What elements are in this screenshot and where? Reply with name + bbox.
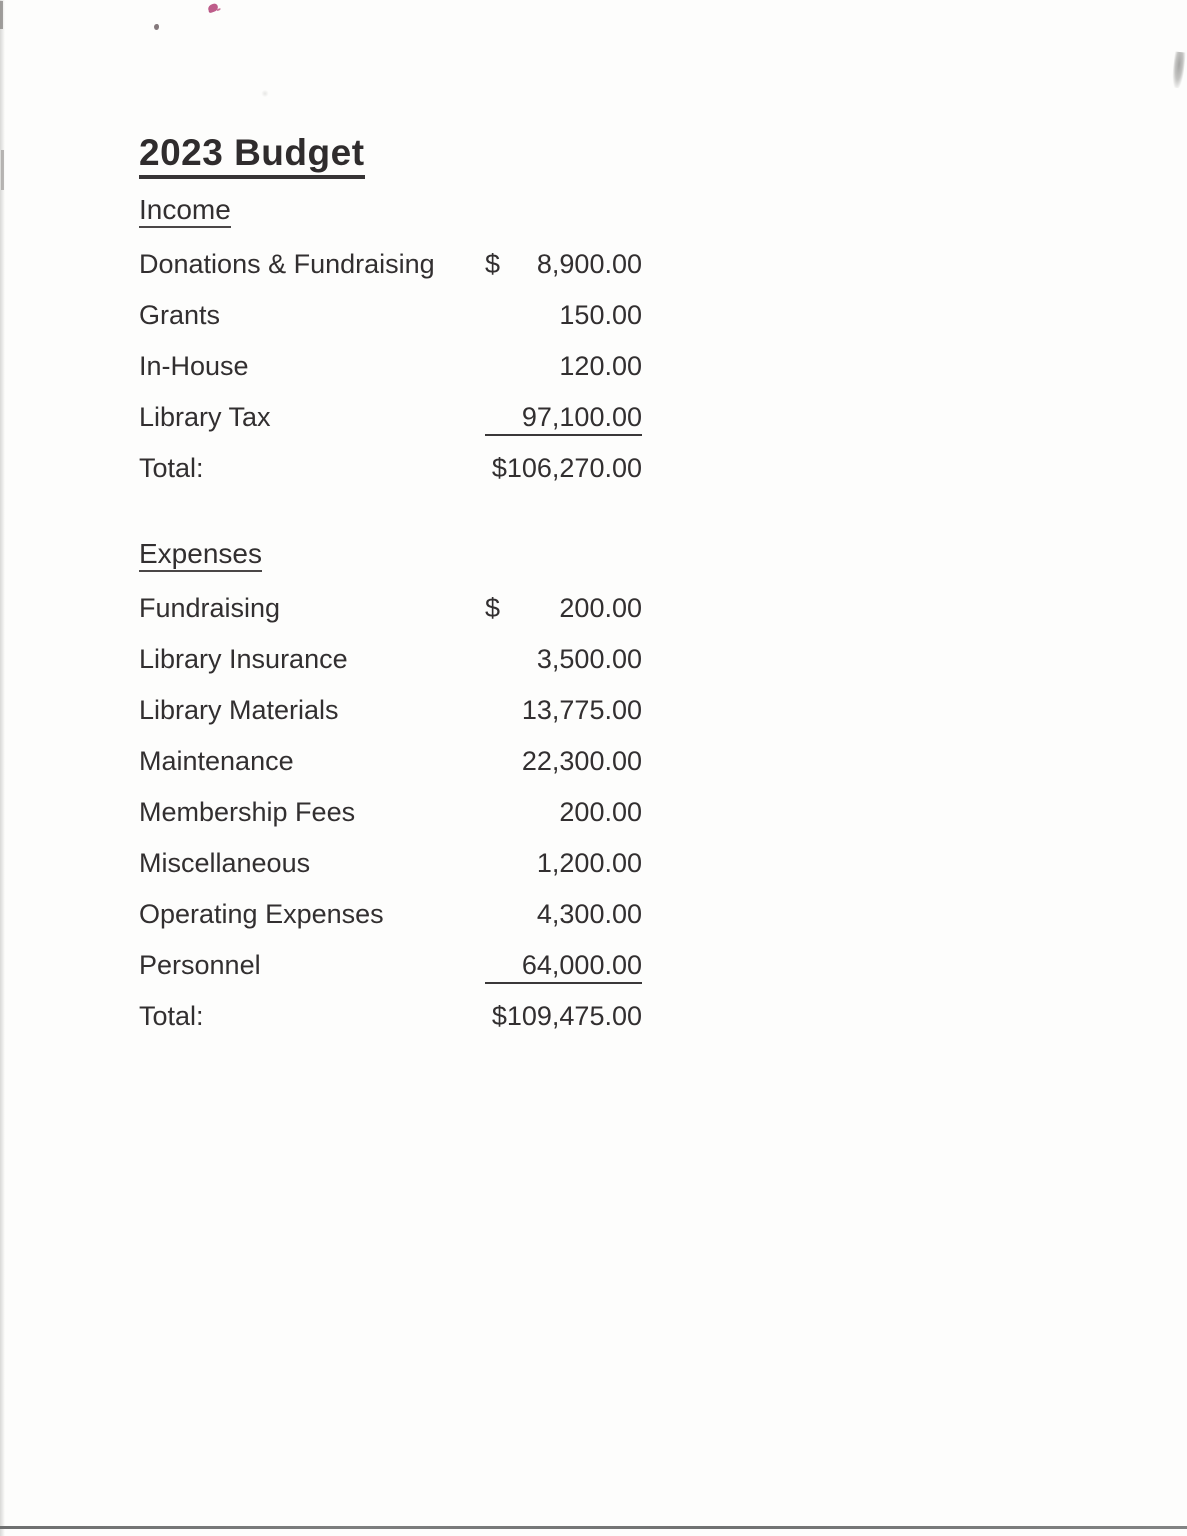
income-total-amount [485, 452, 642, 484]
budget-row [139, 643, 642, 677]
expenses-total-amount [485, 1000, 642, 1032]
expenses-rows [139, 592, 642, 1034]
row-amount [485, 299, 642, 331]
budget-row [139, 796, 642, 830]
budget-row [139, 401, 642, 435]
row-amount-value: 13,775.00 [521, 695, 642, 725]
row-amount-value: 4,300.00 [536, 899, 642, 929]
scan-edge-mark [1, 150, 4, 190]
row-label: Library Tax [139, 402, 271, 432]
total-label: Total: [139, 1001, 204, 1031]
row-amount [485, 592, 642, 624]
row-amount-value: 200.00 [559, 593, 642, 623]
budget-row [139, 847, 642, 881]
page-title: 2023 Budget [139, 132, 365, 179]
row-label: Library Materials [139, 695, 339, 725]
total-amount-value: $106,270.00 [491, 453, 642, 483]
pink-ink-speck [207, 3, 219, 13]
budget-row [139, 898, 642, 932]
row-amount [485, 745, 642, 777]
budget-row [139, 299, 642, 333]
row-label: Membership Fees [139, 797, 356, 827]
income-section [139, 194, 642, 486]
currency-symbol: $ [485, 593, 501, 623]
row-amount [485, 350, 642, 382]
row-label: Fundraising [139, 593, 281, 623]
budget-row [139, 248, 642, 282]
expenses-total-row [139, 1000, 642, 1034]
expenses-section [139, 538, 642, 1034]
scan-smudge [1171, 52, 1186, 89]
total-label: Total: [139, 453, 204, 483]
row-amount-value: 97,100.00 [521, 402, 642, 432]
row-amount-value: 3,500.00 [536, 644, 642, 674]
budget-row [139, 350, 642, 384]
row-amount [485, 643, 642, 675]
budget-row [139, 949, 642, 983]
dark-speck [154, 24, 159, 30]
row-amount [485, 694, 642, 726]
budget-row [139, 592, 642, 626]
row-amount-value: 64,000.00 [521, 950, 642, 980]
row-amount-value: 22,300.00 [521, 746, 642, 776]
row-amount-value: 1,200.00 [536, 848, 642, 878]
row-label: Miscellaneous [139, 848, 311, 878]
scan-left-edge [0, 0, 5, 1536]
row-label: Maintenance [139, 746, 294, 776]
row-amount-value: 120.00 [559, 351, 642, 381]
row-amount [485, 898, 642, 930]
row-amount [485, 796, 642, 828]
row-amount-value: 200.00 [559, 797, 642, 827]
income-total-row [139, 452, 642, 486]
row-label: Operating Expenses [139, 899, 384, 929]
row-amount [485, 847, 642, 879]
row-label: In-House [139, 351, 249, 381]
faint-smudge [261, 90, 269, 97]
row-amount [485, 401, 642, 436]
scan-edge-mark [0, 1, 3, 29]
budget-document [139, 132, 642, 1051]
total-amount-value: $109,475.00 [491, 1001, 642, 1031]
currency-symbol: $ [485, 249, 501, 279]
scan-bottom-edge [0, 1526, 1187, 1529]
income-heading: Income [139, 194, 231, 228]
budget-row [139, 694, 642, 728]
row-amount [485, 949, 642, 984]
row-amount-value: 8,900.00 [536, 249, 642, 279]
row-label: Donations & Fundraising [139, 249, 435, 279]
expenses-heading: Expenses [139, 538, 262, 572]
income-rows [139, 248, 642, 486]
budget-row [139, 745, 642, 779]
row-label: Personnel [139, 950, 261, 980]
row-label: Grants [139, 300, 221, 330]
row-label: Library Insurance [139, 644, 348, 674]
row-amount-value: 150.00 [559, 300, 642, 330]
row-amount [485, 248, 642, 280]
